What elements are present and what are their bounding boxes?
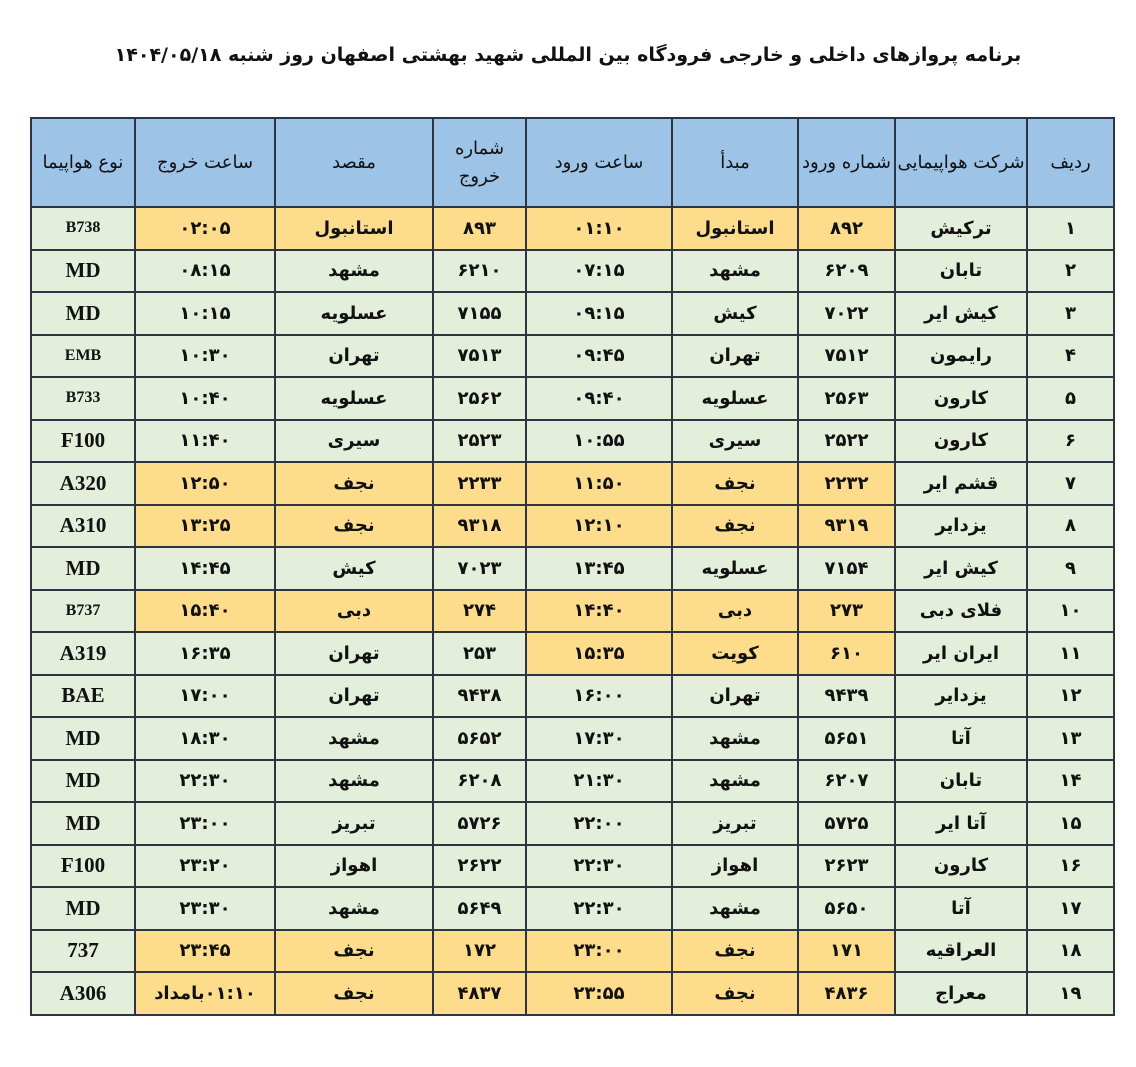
cell-arrival-time: ۱۷:۳۰ (526, 717, 672, 760)
cell-arrival-time: ۰۹:۴۰ (526, 377, 672, 420)
cell-origin: تهران (672, 675, 798, 718)
cell-departure-number: ۱۷۲ (433, 930, 526, 973)
cell-airline: آتا ایر (895, 802, 1027, 845)
cell-airline: ترکیش (895, 207, 1027, 250)
cell-origin: کویت (672, 632, 798, 675)
cell-departure-time: ۱۶:۳۵ (135, 632, 275, 675)
cell-departure-number: ۷۵۱۳ (433, 335, 526, 378)
cell-arrival-time: ۲۳:۵۵ (526, 972, 672, 1015)
table-row (31, 760, 1114, 803)
cell-aircraft-type: A319 (31, 632, 135, 675)
cell-arrival-time: ۱۶:۰۰ (526, 675, 672, 718)
table-row (31, 335, 1114, 378)
header-destination: مقصد (275, 118, 433, 207)
cell-origin: کیش (672, 292, 798, 335)
flight-schedule-table (30, 117, 1115, 1016)
table-row (31, 207, 1114, 250)
cell-departure-time: ۱۳:۲۵ (135, 505, 275, 548)
cell-destination: مشهد (275, 717, 433, 760)
cell-arrival-time: ۱۳:۴۵ (526, 547, 672, 590)
cell-arrival-number: ۹۴۳۹ (798, 675, 895, 718)
cell-row-number: ۱۳ (1027, 717, 1114, 760)
cell-aircraft-type: MD (31, 887, 135, 930)
cell-arrival-number: ۲۵۲۲ (798, 420, 895, 463)
cell-aircraft-type: MD (31, 802, 135, 845)
cell-departure-time: ۱۴:۴۵ (135, 547, 275, 590)
cell-aircraft-type: B733 (31, 377, 135, 420)
cell-destination: استانبول (275, 207, 433, 250)
header-aircraft-type: نوع هواپیما (31, 118, 135, 207)
cell-row-number: ۸ (1027, 505, 1114, 548)
cell-origin: نجف (672, 972, 798, 1015)
cell-destination: نجف (275, 972, 433, 1015)
cell-arrival-time: ۲۳:۰۰ (526, 930, 672, 973)
table-row (31, 632, 1114, 675)
cell-airline: قشم ایر (895, 462, 1027, 505)
cell-airline: فلای دبی (895, 590, 1027, 633)
table-row (31, 590, 1114, 633)
cell-arrival-number: ۵۶۵۱ (798, 717, 895, 760)
page-title: برنامه پروازهای داخلی و خارجی فرودگاه بین المللی شهید بهشتی اصفهان روز شنبه ۱۴۰۴/۰۵/۱۸ (114, 44, 1022, 66)
cell-origin: مشهد (672, 887, 798, 930)
cell-departure-number: ۲۵۳ (433, 632, 526, 675)
cell-arrival-time: ۰۹:۴۵ (526, 335, 672, 378)
cell-airline: العراقیه (895, 930, 1027, 973)
cell-airline: آتا (895, 717, 1027, 760)
cell-origin: مشهد (672, 760, 798, 803)
cell-row-number: ۱۱ (1027, 632, 1114, 675)
cell-aircraft-type: MD (31, 250, 135, 293)
cell-destination: مشهد (275, 250, 433, 293)
cell-departure-number: ۲۵۶۲ (433, 377, 526, 420)
cell-aircraft-type: BAE (31, 675, 135, 718)
cell-arrival-number: ۷۱۵۴ (798, 547, 895, 590)
cell-origin: دبی (672, 590, 798, 633)
cell-departure-number: ۷۱۵۵ (433, 292, 526, 335)
header-row-number: ردیف (1027, 118, 1114, 207)
cell-origin: سیری (672, 420, 798, 463)
cell-origin: اهواز (672, 845, 798, 888)
cell-departure-number: ۴۸۳۷ (433, 972, 526, 1015)
cell-row-number: ۹ (1027, 547, 1114, 590)
cell-destination: تهران (275, 675, 433, 718)
cell-arrival-number: ۵۷۲۵ (798, 802, 895, 845)
table-row (31, 547, 1114, 590)
cell-origin: تهران (672, 335, 798, 378)
cell-origin: استانبول (672, 207, 798, 250)
cell-departure-time: ۲۳:۳۰ (135, 887, 275, 930)
cell-destination: عسلویه (275, 292, 433, 335)
table-row (31, 462, 1114, 505)
header-arrival-number: شماره ورود (798, 118, 895, 207)
cell-row-number: ۱۵ (1027, 802, 1114, 845)
cell-airline: معراج (895, 972, 1027, 1015)
cell-arrival-number: ۲۵۶۳ (798, 377, 895, 420)
cell-row-number: ۳ (1027, 292, 1114, 335)
cell-destination: مشهد (275, 760, 433, 803)
table-row (31, 377, 1114, 420)
cell-row-number: ۱۲ (1027, 675, 1114, 718)
cell-destination: تبریز (275, 802, 433, 845)
cell-departure-time: ۱۸:۳۰ (135, 717, 275, 760)
cell-destination: نجف (275, 462, 433, 505)
cell-airline: ایران ایر (895, 632, 1027, 675)
cell-arrival-time: ۱۱:۵۰ (526, 462, 672, 505)
cell-departure-time: ۰۸:۱۵ (135, 250, 275, 293)
cell-arrival-number: ۹۳۱۹ (798, 505, 895, 548)
cell-aircraft-type: MD (31, 717, 135, 760)
cell-departure-time: ۱۰:۳۰ (135, 335, 275, 378)
cell-destination: مشهد (275, 887, 433, 930)
cell-row-number: ۵ (1027, 377, 1114, 420)
cell-airline: کیش ایر (895, 547, 1027, 590)
table-row (31, 887, 1114, 930)
cell-destination: اهواز (275, 845, 433, 888)
table-row (31, 802, 1114, 845)
cell-aircraft-type: MD (31, 292, 135, 335)
cell-aircraft-type: 737 (31, 930, 135, 973)
cell-origin: نجف (672, 462, 798, 505)
cell-arrival-number: ۱۷۱ (798, 930, 895, 973)
cell-airline: کارون (895, 845, 1027, 888)
cell-departure-time: ۱۱:۴۰ (135, 420, 275, 463)
cell-departure-number: ۲۷۴ (433, 590, 526, 633)
cell-airline: کارون (895, 377, 1027, 420)
cell-departure-time: ۲۳:۰۰ (135, 802, 275, 845)
table-row (31, 930, 1114, 973)
cell-origin: مشهد (672, 717, 798, 760)
cell-aircraft-type: B738 (31, 207, 135, 250)
cell-row-number: ۱۴ (1027, 760, 1114, 803)
cell-arrival-number: ۶۱۰ (798, 632, 895, 675)
cell-row-number: ۱۷ (1027, 887, 1114, 930)
cell-destination: تهران (275, 335, 433, 378)
cell-departure-number: ۲۵۲۳ (433, 420, 526, 463)
cell-destination: دبی (275, 590, 433, 633)
cell-arrival-time: ۰۹:۱۵ (526, 292, 672, 335)
cell-departure-time: ۱۷:۰۰ (135, 675, 275, 718)
cell-airline: کارون (895, 420, 1027, 463)
cell-airline: یزدایر (895, 675, 1027, 718)
cell-arrival-number: ۶۲۰۷ (798, 760, 895, 803)
cell-arrival-number: ۴۸۳۶ (798, 972, 895, 1015)
cell-arrival-time: ۰۷:۱۵ (526, 250, 672, 293)
cell-row-number: ۷ (1027, 462, 1114, 505)
cell-arrival-time: ۲۲:۳۰ (526, 845, 672, 888)
cell-arrival-time: ۱۵:۳۵ (526, 632, 672, 675)
table-row (31, 717, 1114, 760)
cell-row-number: ۴ (1027, 335, 1114, 378)
cell-departure-time: ۱۰:۱۵ (135, 292, 275, 335)
cell-origin: عسلویه (672, 377, 798, 420)
table-row (31, 250, 1114, 293)
cell-origin: نجف (672, 930, 798, 973)
header-arrival-time: ساعت ورود (526, 118, 672, 207)
cell-aircraft-type: EMB (31, 335, 135, 378)
header-origin: مبدأ (672, 118, 798, 207)
table-row (31, 292, 1114, 335)
cell-arrival-time: ۲۱:۳۰ (526, 760, 672, 803)
cell-arrival-number: ۷۵۱۲ (798, 335, 895, 378)
cell-airline: آتا (895, 887, 1027, 930)
cell-departure-number: ۷۰۲۳ (433, 547, 526, 590)
cell-arrival-time: ۲۲:۰۰ (526, 802, 672, 845)
cell-aircraft-type: A320 (31, 462, 135, 505)
cell-arrival-time: ۱۲:۱۰ (526, 505, 672, 548)
cell-destination: نجف (275, 505, 433, 548)
cell-origin: مشهد (672, 250, 798, 293)
cell-arrival-time: ۲۲:۳۰ (526, 887, 672, 930)
cell-departure-time: ۰۱:۱۰بامداد (135, 972, 275, 1015)
cell-arrival-number: ۲۷۳ (798, 590, 895, 633)
cell-row-number: ۱۰ (1027, 590, 1114, 633)
cell-origin: تبریز (672, 802, 798, 845)
cell-airline: یزدایر (895, 505, 1027, 548)
table-row (31, 972, 1114, 1015)
cell-arrival-time: ۱۴:۴۰ (526, 590, 672, 633)
table-body (31, 207, 1114, 1015)
cell-aircraft-type: A306 (31, 972, 135, 1015)
table-row (31, 845, 1114, 888)
header-departure-time: ساعت خروج (135, 118, 275, 207)
cell-destination: عسلویه (275, 377, 433, 420)
table-row (31, 675, 1114, 718)
cell-departure-number: ۵۷۲۶ (433, 802, 526, 845)
cell-arrival-number: ۵۶۵۰ (798, 887, 895, 930)
table-header-row (31, 118, 1114, 207)
table-row (31, 420, 1114, 463)
cell-destination: تهران (275, 632, 433, 675)
cell-destination: سیری (275, 420, 433, 463)
cell-airline: تابان (895, 760, 1027, 803)
cell-departure-number: ۵۶۵۲ (433, 717, 526, 760)
cell-departure-number: ۸۹۳ (433, 207, 526, 250)
cell-departure-time: ۰۲:۰۵ (135, 207, 275, 250)
cell-aircraft-type: MD (31, 547, 135, 590)
cell-aircraft-type: A310 (31, 505, 135, 548)
header-airline: شرکت هواپیمایی (895, 118, 1027, 207)
cell-origin: نجف (672, 505, 798, 548)
cell-departure-time: ۱۰:۴۰ (135, 377, 275, 420)
cell-departure-number: ۶۲۰۸ (433, 760, 526, 803)
cell-origin: عسلویه (672, 547, 798, 590)
cell-row-number: ۱۶ (1027, 845, 1114, 888)
cell-arrival-number: ۲۶۲۳ (798, 845, 895, 888)
cell-airline: رایمون (895, 335, 1027, 378)
cell-destination: کیش (275, 547, 433, 590)
cell-departure-number: ۶۲۱۰ (433, 250, 526, 293)
header-departure-number: شماره خروج (433, 118, 526, 207)
cell-departure-number: ۹۴۳۸ (433, 675, 526, 718)
cell-departure-number: ۹۳۱۸ (433, 505, 526, 548)
cell-departure-time: ۲۳:۲۰ (135, 845, 275, 888)
cell-row-number: ۱ (1027, 207, 1114, 250)
cell-aircraft-type: B737 (31, 590, 135, 633)
cell-departure-number: ۲۶۲۲ (433, 845, 526, 888)
table-row (31, 505, 1114, 548)
cell-departure-number: ۲۲۳۳ (433, 462, 526, 505)
cell-aircraft-type: F100 (31, 420, 135, 463)
cell-departure-time: ۲۳:۴۵ (135, 930, 275, 973)
cell-row-number: ۱۹ (1027, 972, 1114, 1015)
cell-arrival-number: ۶۲۰۹ (798, 250, 895, 293)
cell-airline: کیش ایر (895, 292, 1027, 335)
cell-airline: تابان (895, 250, 1027, 293)
cell-departure-time: ۱۵:۴۰ (135, 590, 275, 633)
cell-row-number: ۶ (1027, 420, 1114, 463)
cell-aircraft-type: F100 (31, 845, 135, 888)
cell-departure-number: ۵۶۴۹ (433, 887, 526, 930)
cell-arrival-number: ۷۰۲۲ (798, 292, 895, 335)
cell-arrival-time: ۰۱:۱۰ (526, 207, 672, 250)
cell-arrival-number: ۸۹۲ (798, 207, 895, 250)
cell-aircraft-type: MD (31, 760, 135, 803)
cell-arrival-time: ۱۰:۵۵ (526, 420, 672, 463)
cell-departure-time: ۱۲:۵۰ (135, 462, 275, 505)
cell-destination: نجف (275, 930, 433, 973)
cell-departure-time: ۲۲:۳۰ (135, 760, 275, 803)
cell-row-number: ۱۸ (1027, 930, 1114, 973)
cell-row-number: ۲ (1027, 250, 1114, 293)
cell-arrival-number: ۲۲۳۲ (798, 462, 895, 505)
